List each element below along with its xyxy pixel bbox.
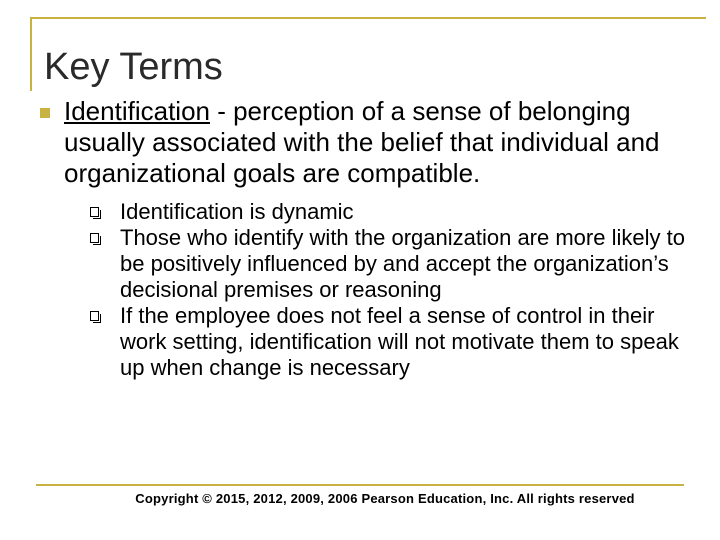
key-term: Identification [64, 96, 210, 126]
slide-title: Key Terms [44, 46, 223, 88]
copyright-footer [0, 491, 720, 506]
square-bullet-icon [40, 108, 50, 118]
sub-bullet-text: If the employee does not feel a sense of control in their work setting, identification will not motivate them to speak up when change is necessary [120, 303, 679, 380]
sub-bullet [90, 303, 706, 381]
term-definition: - perception of a sense of belonging usually associated with the belief that individual and organizational goals are compatible. [64, 96, 660, 188]
bottom-rule [36, 484, 684, 486]
top-rule [30, 17, 706, 19]
sub-bullet-list [90, 199, 706, 381]
left-rule [30, 17, 32, 91]
hollow-square-bullet-icon [90, 233, 99, 243]
sub-bullet [90, 225, 706, 303]
sub-bullet [90, 199, 706, 225]
hollow-square-bullet-icon [90, 311, 99, 321]
copyright-text: Copyright © 2015, 2012, 2009, 2006 Pearson Education, Inc. All rights reserved [135, 491, 635, 506]
slide-body [34, 96, 706, 381]
sub-bullet-text: Identification is dynamic [120, 199, 354, 224]
sub-bullet-text: Those who identify with the organization are more likely to be positively influenced by and accept the organization’s decisional premises or reasoning [120, 225, 685, 302]
main-bullet [34, 96, 706, 189]
hollow-square-bullet-icon [90, 207, 99, 217]
